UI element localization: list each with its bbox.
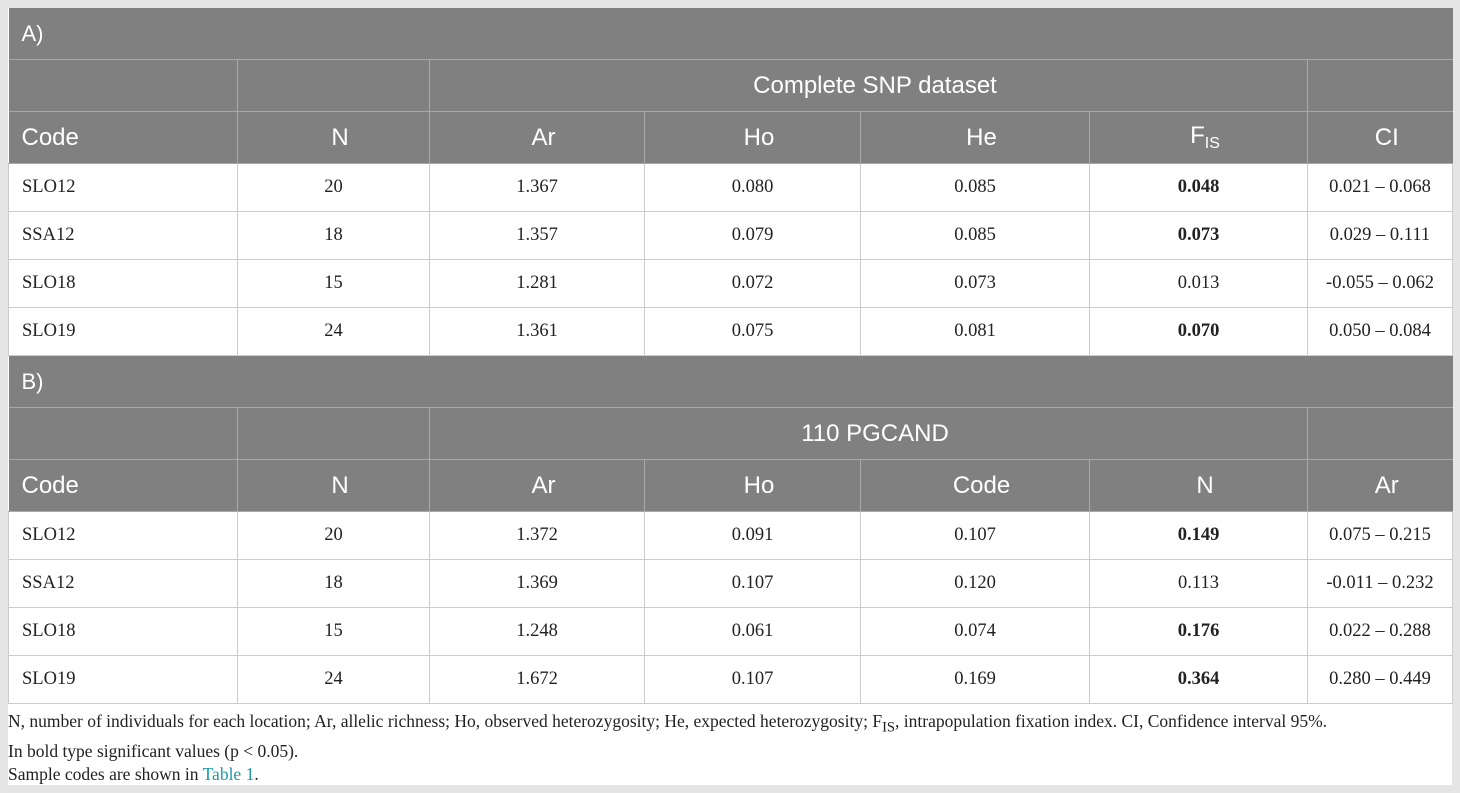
section-a-label-row <box>9 8 1453 60</box>
table-cell: 0.120 <box>861 560 1090 608</box>
col-header-n-2: N <box>1090 460 1308 512</box>
footnote-abbreviations: N, number of individuals for each location; Ar, allelic richness; Ho, observed heterozygosity; He, expected heterozygosity; $F_{IS}$, intrapopulation fixation index. CI, Confidence interval 95%. <box>8 711 1328 736</box>
table-cell: 0.107 <box>645 656 861 704</box>
table-row <box>9 560 1453 608</box>
table-cell: 0.061 <box>645 608 861 656</box>
col-header-ar: Ar <box>430 112 645 164</box>
col-header-ar-2: Ar <box>1308 460 1453 512</box>
col-header-ar: Ar <box>430 460 645 512</box>
table-cell: 0.013 <box>1090 260 1308 308</box>
table-cell: 0.050 – 0.084 <box>1308 308 1453 356</box>
table-cell: SLO19 <box>9 656 238 704</box>
table-row <box>9 308 1453 356</box>
table-cell: -0.011 – 0.232 <box>1308 560 1453 608</box>
table-cell: 1.372 <box>430 512 645 560</box>
section-b-group-header: 110 PGCAND <box>430 408 1308 460</box>
table-cell: SLO18 <box>9 608 238 656</box>
table-cell: 1.361 <box>430 308 645 356</box>
table-cell: 0.364 <box>1090 656 1308 704</box>
col-header-code: Code <box>9 460 238 512</box>
table-row <box>9 608 1453 656</box>
col-header-ci: CI <box>1308 112 1453 164</box>
table-cell: 0.149 <box>1090 512 1308 560</box>
section-a-column-headers <box>9 112 1453 164</box>
table-cell: 0.072 <box>645 260 861 308</box>
table-cell: 0.107 <box>645 560 861 608</box>
table-cell: 0.022 – 0.288 <box>1308 608 1453 656</box>
table-cell: SSA12 <box>9 212 238 260</box>
col-header-n: N <box>238 112 430 164</box>
table-cell: 24 <box>238 656 430 704</box>
col-header-he: He <box>861 112 1090 164</box>
table-row <box>9 260 1453 308</box>
table-cell: 1.367 <box>430 164 645 212</box>
empty-header-cell <box>9 60 238 112</box>
table-cell: 0.280 – 0.449 <box>1308 656 1453 704</box>
table-cell: 0.091 <box>645 512 861 560</box>
table-cell: 0.073 <box>1090 212 1308 260</box>
table-cell: 1.357 <box>430 212 645 260</box>
section-b-label: B) <box>9 356 1453 408</box>
table-cell: 0.085 <box>861 164 1090 212</box>
table-footnotes <box>8 704 1452 786</box>
col-header-n: N <box>238 460 430 512</box>
table-cell: SLO12 <box>9 512 238 560</box>
table-cell: 20 <box>238 164 430 212</box>
table-cell: 0.081 <box>861 308 1090 356</box>
table-cell: 0.048 <box>1090 164 1308 212</box>
fis-subscript: IS <box>1204 135 1220 152</box>
empty-header-cell <box>1308 408 1453 460</box>
col-header-fis <box>1090 112 1308 164</box>
table-frame <box>8 8 1452 785</box>
table-cell: 24 <box>238 308 430 356</box>
section-a-group-row <box>9 60 1453 112</box>
table-cell: 0.073 <box>861 260 1090 308</box>
table-cell: 0.029 – 0.111 <box>1308 212 1453 260</box>
section-b-label-row <box>9 356 1453 408</box>
table-row <box>9 164 1453 212</box>
table-cell: 15 <box>238 608 430 656</box>
table-cell: 1.369 <box>430 560 645 608</box>
table-cell: 0.176 <box>1090 608 1308 656</box>
table-row <box>9 656 1453 704</box>
table-cell: 20 <box>238 512 430 560</box>
table-cell: SLO18 <box>9 260 238 308</box>
table-row <box>9 512 1453 560</box>
table-cell: 0.080 <box>645 164 861 212</box>
section-a-label: A) <box>9 8 1453 60</box>
table-cell: SLO19 <box>9 308 238 356</box>
table-cell: 18 <box>238 212 430 260</box>
table-cell: 1.281 <box>430 260 645 308</box>
table-cell: -0.055 – 0.062 <box>1308 260 1453 308</box>
empty-header-cell <box>1308 60 1453 112</box>
empty-header-cell <box>238 408 430 460</box>
data-table <box>8 8 1453 704</box>
table-cell: 0.107 <box>861 512 1090 560</box>
col-header-ho: Ho <box>645 112 861 164</box>
section-b-column-headers <box>9 460 1453 512</box>
section-a-group-header: Complete SNP dataset <box>430 60 1308 112</box>
table-cell: SLO12 <box>9 164 238 212</box>
empty-header-cell <box>238 60 430 112</box>
table-cell: 18 <box>238 560 430 608</box>
col-header-code: Code <box>9 112 238 164</box>
table-cell: 1.248 <box>430 608 645 656</box>
table-cell: SSA12 <box>9 560 238 608</box>
table-cell: 0.079 <box>645 212 861 260</box>
table-cell: 0.113 <box>1090 560 1308 608</box>
footnote-sample-codes: Sample codes are shown in Table 1. <box>8 763 259 784</box>
table-cell: 1.672 <box>430 656 645 704</box>
footnote-significance: In bold type significant values (p < 0.05). <box>8 740 299 761</box>
table-cell: 0.021 – 0.068 <box>1308 164 1453 212</box>
table-cell: 15 <box>238 260 430 308</box>
table-cell: 0.070 <box>1090 308 1308 356</box>
table-cell: 0.169 <box>861 656 1090 704</box>
table-cell: 0.075 – 0.215 <box>1308 512 1453 560</box>
fis-letter: F <box>1190 122 1205 149</box>
col-header-ho: Ho <box>645 460 861 512</box>
table-row <box>9 212 1453 260</box>
table-cell: 0.075 <box>645 308 861 356</box>
col-header-code-2: Code <box>861 460 1090 512</box>
empty-header-cell <box>9 408 238 460</box>
table-1-link[interactable]: Table 1 <box>202 763 255 784</box>
table-cell: 0.074 <box>861 608 1090 656</box>
table-cell: 0.085 <box>861 212 1090 260</box>
section-b-group-row <box>9 408 1453 460</box>
